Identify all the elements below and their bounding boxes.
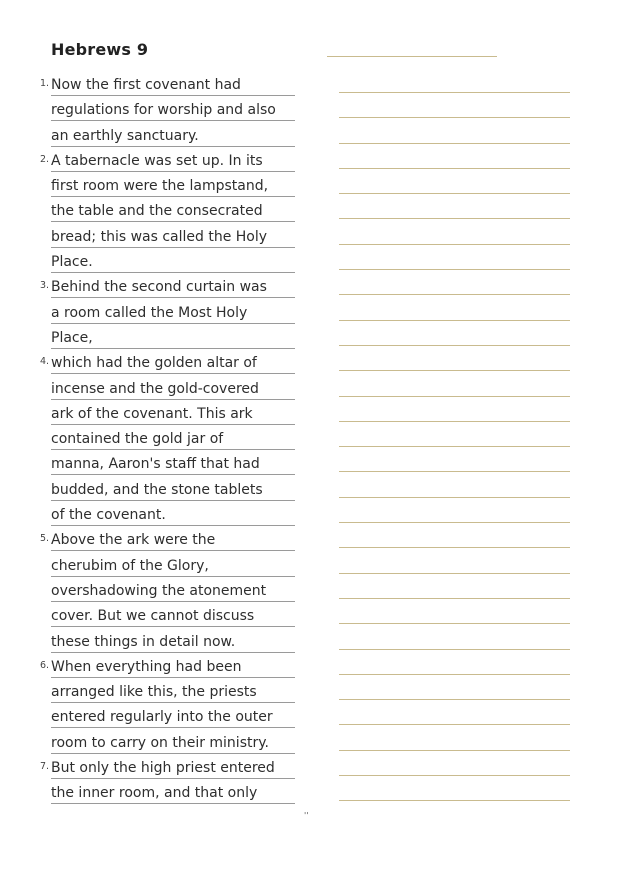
copy-writing-line[interactable] xyxy=(339,294,570,295)
copy-writing-line[interactable] xyxy=(339,269,570,270)
verse-line xyxy=(0,729,624,754)
verse-text: a room called the Most Holy xyxy=(51,303,295,324)
verse-text: When everything had been xyxy=(51,657,295,678)
verse-number: 6. xyxy=(40,659,50,671)
verse-line xyxy=(0,703,624,728)
verse-line xyxy=(0,71,624,96)
verse-text: ark of the covenant. This ark xyxy=(51,404,295,425)
page-number-mark: '' xyxy=(304,811,309,820)
verse-text: these things in detail now. xyxy=(51,632,295,653)
verse-line xyxy=(0,425,624,450)
verse-text: overshadowing the atonement xyxy=(51,581,295,602)
verse-line xyxy=(0,577,624,602)
verse-number: 3. xyxy=(40,280,50,292)
verse-line xyxy=(0,552,624,577)
copy-writing-line[interactable] xyxy=(339,547,570,548)
copy-writing-line[interactable] xyxy=(339,699,570,700)
copy-writing-line[interactable] xyxy=(339,750,570,751)
verse-text: budded, and the stone tablets xyxy=(51,480,295,501)
verse-line xyxy=(0,172,624,197)
copy-writing-line[interactable] xyxy=(339,522,570,523)
verse-line xyxy=(0,602,624,627)
copy-writing-line[interactable] xyxy=(339,649,570,650)
verse-text: But only the high priest entered xyxy=(51,758,295,779)
verse-number: 2. xyxy=(40,153,50,165)
verse-text: the table and the consecrated xyxy=(51,201,295,222)
verse-line xyxy=(0,653,624,678)
title-writing-line xyxy=(327,56,497,57)
verse-text: cherubim of the Glory, xyxy=(51,556,295,577)
verse-text: Behind the second curtain was xyxy=(51,277,295,298)
verse-number: 1. xyxy=(40,78,50,89)
verse-text: entered regularly into the outer xyxy=(51,707,295,728)
verse-line xyxy=(0,147,624,172)
verse-text: an earthly sanctuary. xyxy=(51,126,295,147)
copy-writing-line[interactable] xyxy=(339,674,570,675)
copy-writing-line[interactable] xyxy=(339,623,570,624)
verse-line xyxy=(0,349,624,374)
copy-writing-line[interactable] xyxy=(339,320,570,321)
verse-line xyxy=(0,248,624,273)
copy-writing-line[interactable] xyxy=(339,370,570,371)
copy-writing-line[interactable] xyxy=(339,345,570,346)
verse-line xyxy=(0,501,624,526)
verse-line xyxy=(0,96,624,121)
copy-writing-line[interactable] xyxy=(339,471,570,472)
verse-text: manna, Aaron's staff that had xyxy=(51,454,295,475)
verse-number: 7. xyxy=(40,761,50,773)
verse-text: contained the gold jar of xyxy=(51,429,295,450)
verse-line xyxy=(0,223,624,248)
verse-text: A tabernacle was set up. In its xyxy=(51,151,295,172)
verse-text: bread; this was called the Holy xyxy=(51,227,295,248)
copy-writing-line[interactable] xyxy=(339,598,570,599)
verse-text: Place. xyxy=(51,252,295,273)
verse-line xyxy=(0,400,624,425)
verse-line xyxy=(0,375,624,400)
copy-writing-line[interactable] xyxy=(339,117,570,118)
copy-writing-line[interactable] xyxy=(339,497,570,498)
verse-line xyxy=(0,628,624,653)
verse-text: Now the first covenant had xyxy=(51,75,295,96)
verse-line xyxy=(0,678,624,703)
verse-number: 4. xyxy=(40,356,50,368)
verse-line xyxy=(0,476,624,501)
copy-writing-line[interactable] xyxy=(339,193,570,194)
copy-writing-line[interactable] xyxy=(339,724,570,725)
verse-line xyxy=(0,324,624,349)
copy-writing-line[interactable] xyxy=(339,218,570,219)
verse-text: Above the ark were the xyxy=(51,530,295,551)
copy-writing-line[interactable] xyxy=(339,800,570,801)
verse-line xyxy=(0,197,624,222)
verse-text: the inner room, and that only xyxy=(51,783,295,804)
copy-writing-line[interactable] xyxy=(339,396,570,397)
verse-line xyxy=(0,754,624,779)
copy-writing-line[interactable] xyxy=(339,775,570,776)
verse-list xyxy=(0,71,624,805)
verse-text: incense and the gold-covered xyxy=(51,379,295,400)
verse-text: first room were the lampstand, xyxy=(51,176,295,197)
verse-text: room to carry on their ministry. xyxy=(51,733,295,754)
copy-writing-line[interactable] xyxy=(339,573,570,574)
copy-writing-line[interactable] xyxy=(339,244,570,245)
copy-writing-line[interactable] xyxy=(339,421,570,422)
verse-line xyxy=(0,122,624,147)
verse-number: 5. xyxy=(40,533,50,545)
verse-line xyxy=(0,450,624,475)
verse-line xyxy=(0,526,624,551)
verse-text: Place, xyxy=(51,328,295,349)
verse-text: regulations for worship and also xyxy=(51,100,295,121)
verse-text: which had the golden altar of xyxy=(51,353,295,374)
copy-writing-line[interactable] xyxy=(339,143,570,144)
copy-writing-line[interactable] xyxy=(339,446,570,447)
verse-text: arranged like this, the priests xyxy=(51,682,295,703)
copy-writing-line[interactable] xyxy=(339,168,570,169)
page-title: Hebrews 9 xyxy=(51,40,149,59)
verse-text: cover. But we cannot discuss xyxy=(51,606,295,627)
copy-writing-line[interactable] xyxy=(339,92,570,93)
verse-line xyxy=(0,273,624,298)
verse-text: of the covenant. xyxy=(51,505,295,526)
verse-line xyxy=(0,779,624,804)
verse-line xyxy=(0,299,624,324)
